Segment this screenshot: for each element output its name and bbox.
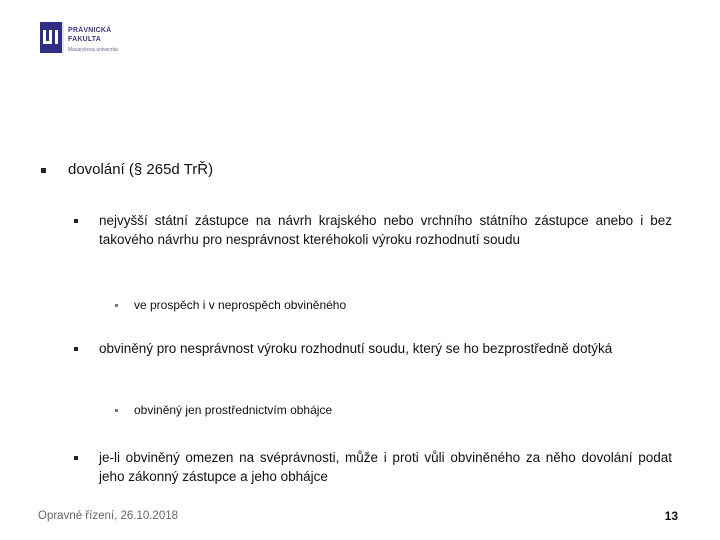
logo-title — [68, 26, 111, 44]
logo-line-1: PRÁVNICKÁ — [68, 27, 112, 34]
list-item-3: je-li obviněný omezen na svéprávnosti, může i proti vůli obviněného za něho dovolání podat jeho zákonný zástupce a jeho obhájce — [99, 450, 672, 484]
list-item-2: obviněný pro nesprávnost výroku rozhodnutí soudu, který se ho bezprostředně dotýká — [99, 341, 613, 356]
sub-item-1: ve prospěch i v neprospěch obviněného — [134, 298, 347, 312]
logo-subtitle: Masarykova univerzita — [68, 47, 118, 53]
page-number: 13 — [664, 509, 678, 523]
faculty-logo — [40, 22, 170, 62]
footer-title: Opravné řízení, 26.10.2018 — [38, 510, 179, 522]
sub-item-2: obviněný jen prostřednictvím obhájce — [134, 403, 333, 417]
logo-line-2: FAKULTA — [68, 36, 102, 43]
slide-heading: dovolání (§ 265d TrŘ) — [68, 161, 214, 178]
muni-logo-icon — [40, 22, 64, 53]
list-item-1: nejvyšší státní zástupce na návrh krajského nebo vrchního státního zástupce anebo i bez takového návrhu pro nesprávnost kteréhokoli výroku rozhodnutí soudu — [99, 213, 672, 247]
